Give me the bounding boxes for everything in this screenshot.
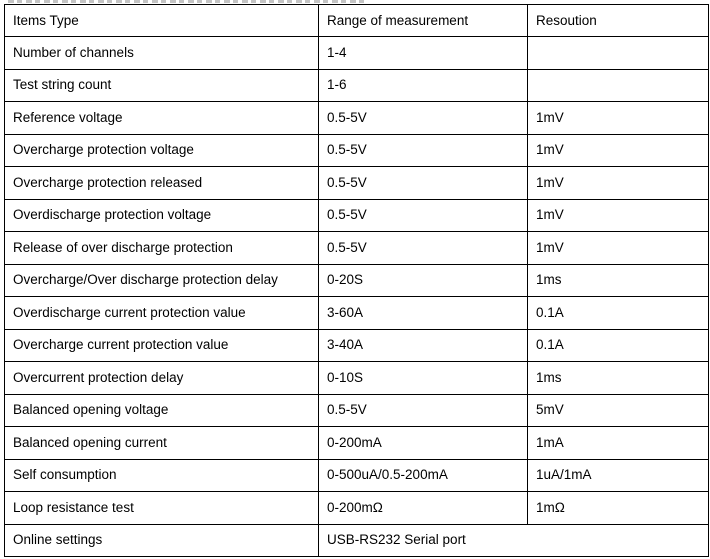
cell-resolution: 1mV [528,102,709,135]
header-items-type: Items Type [5,5,319,37]
cell-range: 0.5-5V [319,102,528,135]
cell-range: 1-4 [319,37,528,70]
cell-item: Online settings [5,524,319,557]
table-row [5,134,709,167]
cell-range: 0.5-5V [319,232,528,265]
cell-resolution [528,37,709,70]
cell-range: 0-200mΩ [319,492,528,525]
cell-range: 0-10S [319,362,528,395]
cell-range: 3-60A [319,297,528,330]
cell-item: Overdischarge protection voltage [5,199,319,232]
cell-resolution: 0.1A [528,329,709,362]
table-row [5,459,709,492]
cell-item: Number of channels [5,37,319,70]
table-row [5,492,709,525]
cell-resolution: 0.1A [528,297,709,330]
table-row [5,394,709,427]
header-range: Range of measurement [319,5,528,37]
cell-range: 0.5-5V [319,134,528,167]
table-row [5,362,709,395]
table-row [5,524,709,557]
table-row [5,69,709,102]
table-row [5,427,709,460]
table-row [5,37,709,70]
cell-item: Overcharge protection released [5,167,319,200]
cell-item: Loop resistance test [5,492,319,525]
cell-item: Self consumption [5,459,319,492]
cell-item: Overdischarge current protection value [5,297,319,330]
cell-range: 0-20S [319,264,528,297]
cell-range: 3-40A [319,329,528,362]
cell-item: Balanced opening voltage [5,394,319,427]
table-row [5,264,709,297]
cell-item: Overcharge current protection value [5,329,319,362]
cell-resolution: 5mV [528,394,709,427]
cell-item: Reference voltage [5,102,319,135]
cell-resolution: 1mA [528,427,709,460]
cell-resolution [528,69,709,102]
cell-range: 0.5-5V [319,394,528,427]
cell-resolution: 1ms [528,362,709,395]
cell-item: Overcharge/Over discharge protection delay [5,264,319,297]
cell-range: 0.5-5V [319,167,528,200]
cell-item: Overcurrent protection delay [5,362,319,395]
table-row [5,167,709,200]
cell-resolution: 1mV [528,199,709,232]
cell-range: 0-500uA/0.5-200mA [319,459,528,492]
cell-item: Test string count [5,69,319,102]
cell-range-merged: USB-RS232 Serial port [319,524,709,557]
cell-resolution: 1mΩ [528,492,709,525]
cell-item: Overcharge protection voltage [5,134,319,167]
table-row [5,102,709,135]
table-header-row [5,5,709,37]
cell-resolution: 1uA/1mA [528,459,709,492]
cell-range: 0-200mA [319,427,528,460]
cell-resolution: 1mV [528,167,709,200]
table-row [5,329,709,362]
table-row [5,232,709,265]
spec-table [4,4,709,557]
table-row [5,199,709,232]
cell-range: 1-6 [319,69,528,102]
cell-resolution: 1ms [528,264,709,297]
cell-item: Balanced opening current [5,427,319,460]
cell-resolution: 1mV [528,232,709,265]
cell-range: 0.5-5V [319,199,528,232]
cell-resolution: 1mV [528,134,709,167]
header-resolution: Resoution [528,5,709,37]
cell-item: Release of over discharge protection [5,232,319,265]
table-row [5,297,709,330]
